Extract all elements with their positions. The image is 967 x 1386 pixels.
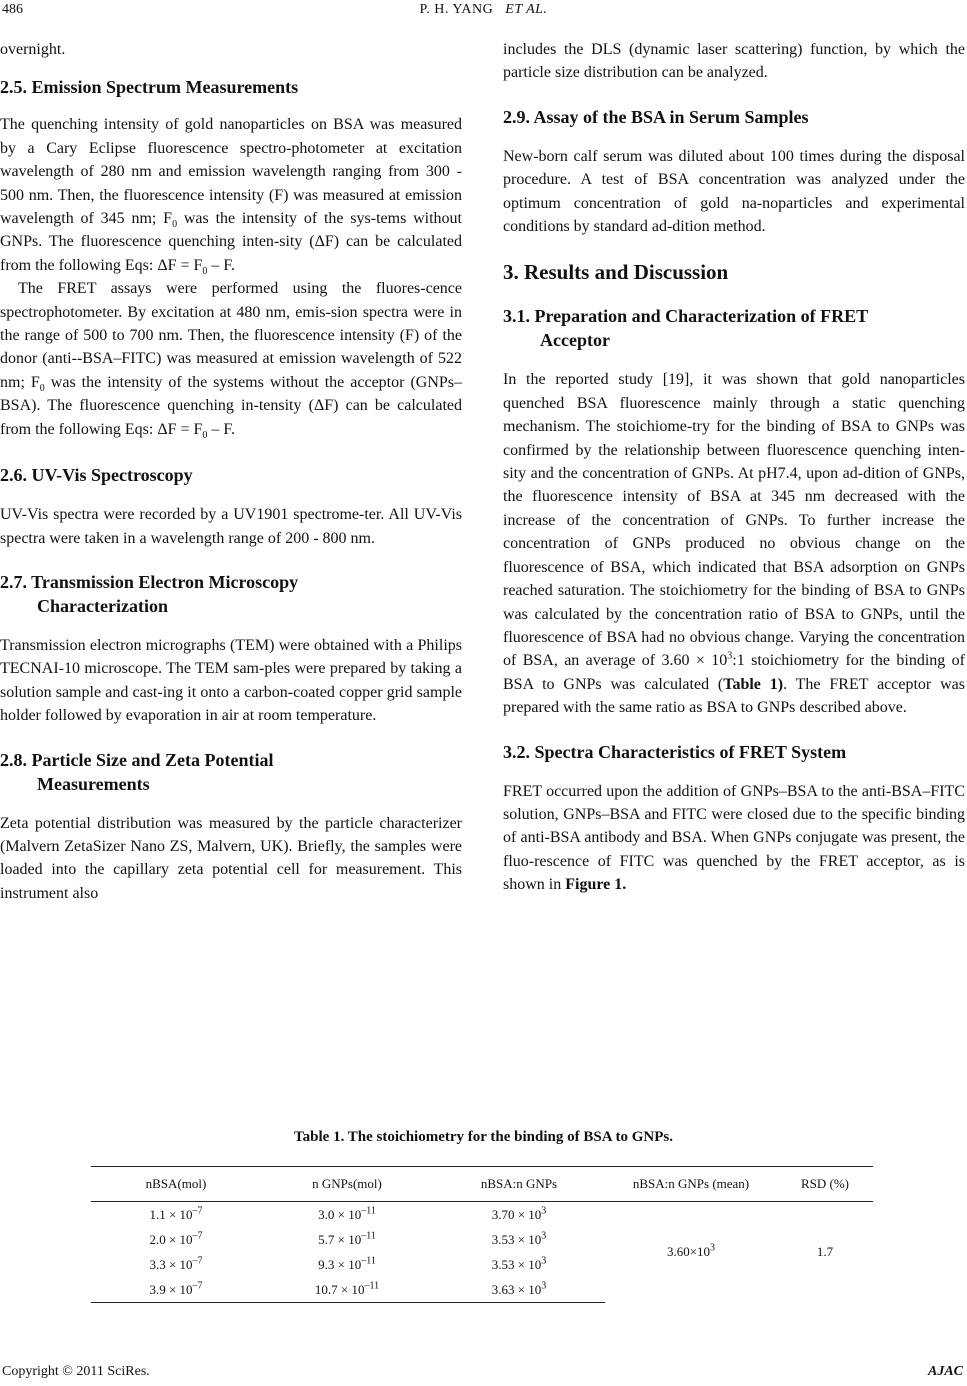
section-2-5-paragraph-2: The FRET assays were performed using the fluores-cence spectrophotometer. By excitation at 480 nm, emis-sion spectra were in the range of 500 to 700 nm. Then, the fluorescence intensity (F) of the donor (anti--BSA–FITC) was measured at emission wavelength of 522 nm; $F_0$ was the intensity of the systems without the acceptor (GNPs–BSA). The fluorescence quenching in-tensity (ΔF) can be calculated from the following Eqs: $\Delta F = F_0 - F$. xyxy=(0,280,463,441)
footer-journal: AJAC xyxy=(927,1364,963,1379)
table-cell-nbsa: $2.0 \times 10^{-7}$ xyxy=(149,1230,203,1247)
section-3-2-paragraph: FRET occurred upon the addition of GNPs–BSA to the anti-BSA–FITC solution, GNPs–BSA and FITC were closed due to the specific binding of anti-BSA antibody and BSA. When GNPs conjugate was present, the fluo-rescence of FITC was quenched by the FRET acceptor, as is shown in Figure 1. xyxy=(503,782,965,894)
section-2-5-title: 2.5. Emission Spectrum Measurements xyxy=(0,77,299,98)
table-cell-ratio: $3.70 \times 10^3$ xyxy=(491,1205,547,1222)
table-1-title: Table 1. The stoichiometry for the binding of BSA to GNPs. xyxy=(294,1129,673,1145)
section-2-6-paragraph: UV-Vis spectra were recorded by a UV1901 spectrome-ter. All UV-Vis spectra were taken in a wavelength range of 200 - 800 nm. xyxy=(0,506,462,547)
table-cell-nbsa: $1.1 \times 10^{-7}$ xyxy=(149,1205,203,1222)
stoichiometry-table xyxy=(91,1166,873,1303)
table-cell-ratio: $3.53 \times 10^3$ xyxy=(491,1255,547,1272)
table-cell-ngnps: $9.3 \times 10^{-11}$ xyxy=(318,1255,376,1272)
left-column xyxy=(0,38,462,905)
paragraph-overnight: overnight. xyxy=(0,41,66,58)
table-cell-nbsa: $3.3 \times 10^{-7}$ xyxy=(149,1255,203,1272)
running-head xyxy=(0,2,967,18)
footer-copyright: Copyright © 2011 SciRes. xyxy=(2,1364,150,1379)
section-2-5-paragraph-1: The quenching intensity of gold nanoparticles on BSA was measured by a Cary Eclipse fluorescence spectro-photometer at excitation wavelength of 280 nm and emission wavelength ranging from 300 - 500 nm. Then, the fluorescence intensity (F) was measured at emission wavelength of 345 nm; $F_0$ was the intensity of the sys-tems without GNPs. The fluorescence quenching inten-sity (ΔF) can be calculated from the following Eqs: $\Delta F = F_0 - F$. xyxy=(0,116,462,278)
page-number: 486 xyxy=(2,2,23,17)
table-row xyxy=(91,1202,873,1228)
figure-1-reference[interactable]: Figure 1. xyxy=(565,876,627,894)
table-header-cell: RSD (%) xyxy=(777,1167,873,1202)
section-3-1-paragraph: In the reported study [19], it was shown that gold nanoparticles quenched BSA fluorescence mainly through a static quenching mechanism. The stoichiome-try for the binding of BSA to GNPs was confirmed by the relationship between fluorescence quenching inten-sity and the concentration of GNPs. At pH7.4, upon ad-dition of GNPs, the fluorescence intensity of BSA at 345 nm decreased with the increase of the concentration of GNPs. To further increase the concentration of GNPs produced no obvious change on the fluorescence of BSA, which indicated that BSA adsorption on GNPs reached saturation. The stoichiometry for the binding of BSA to GNPs was calculated by the concentration ratio of BSA to GNPs, until the fluorescence of BSA had no obvious change. Varying the concentration of BSA, an average of $3.60 \times 10^3:1$ stoichiometry for the binding of BSA to GNPs was calculated (Table 1). The FRET acceptor was prepared with the same ratio as BSA to GNPs described above. xyxy=(503,371,965,717)
section-2-8-paragraph: Zeta potential distribution was measured by the particle characterizer (Malvern ZetaSizer Nano ZS, Malvern, UK). Briefly, the samples were loaded into the capillary zeta potential cell for measurement. This instrument also xyxy=(0,814,462,902)
table-cell-nbsa: $3.9 \times 10^{-7}$ xyxy=(91,1277,261,1303)
section-2-8-title: 2.8. Particle Size and Zeta Potential Measurements xyxy=(0,749,274,794)
table-cell-ngnps: $3.0 \times 10^{-11}$ xyxy=(318,1205,376,1222)
section-2-7-paragraph: Transmission electron micrographs (TEM) were obtained with a Philips TECNAI-10 microscope. The TEM sam-ples were prepared by taking a solution sample and cast-ing it onto a carbon-coated copper grid sample holder followed by evaporation in air at room temperature. xyxy=(0,636,462,725)
section-3-title: 3. Results and Discussion xyxy=(503,260,729,285)
section-3-2-title: 3.2. Spectra Characteristics of FRET System xyxy=(503,741,847,762)
table-1-reference[interactable]: Table 1) xyxy=(723,675,784,693)
section-2-9-title: 2.9. Assay of the BSA in Serum Samples xyxy=(503,106,809,127)
table-cell-mean: $3.60\times 10^3$ xyxy=(666,1242,716,1260)
section-3-1-title: 3.1. Preparation and Characterization of FRET Acceptor xyxy=(503,306,869,351)
paragraph-dls: includes the DLS (dynamic laser scattering) function, by which the particle size distribution can be analyzed. xyxy=(503,41,965,82)
table-header-cell: nBSA(mol) xyxy=(91,1167,261,1202)
section-2-7-title: 2.7. Transmission Electron Microscopy Characterization xyxy=(0,571,299,616)
running-head-author: P. H. YANG xyxy=(419,2,494,17)
running-head-etal: ET AL. xyxy=(505,2,548,17)
table-header-cell: n GNPs(mol) xyxy=(261,1167,433,1202)
table-header-cell: nBSA:n GNPs xyxy=(433,1167,605,1202)
section-2-9-paragraph: New-born calf serum was diluted about 100 times during the disposal procedure. A test of BSA concentration was analyzed under the optimum concentration of gold na-noparticles and experimental conditions by standard ad-dition method. xyxy=(503,147,965,236)
right-column xyxy=(503,38,965,897)
section-2-6-title: 2.6. UV-Vis Spectroscopy xyxy=(0,465,193,486)
table-header-row xyxy=(91,1167,873,1202)
table-header-cell: nBSA:n GNPs (mean) xyxy=(605,1167,777,1202)
table-cell-ratio: $3.63 \times 10^3$ xyxy=(433,1277,605,1303)
table-cell-rsd: 1.7 xyxy=(816,1244,834,1260)
table-cell-ratio: $3.53 \times 10^3$ xyxy=(491,1230,547,1247)
table-cell-ngnps: $10.7 \times 10^{-11}$ xyxy=(261,1277,433,1303)
table-cell-ngnps: $5.7 \times 10^{-11}$ xyxy=(318,1230,376,1247)
